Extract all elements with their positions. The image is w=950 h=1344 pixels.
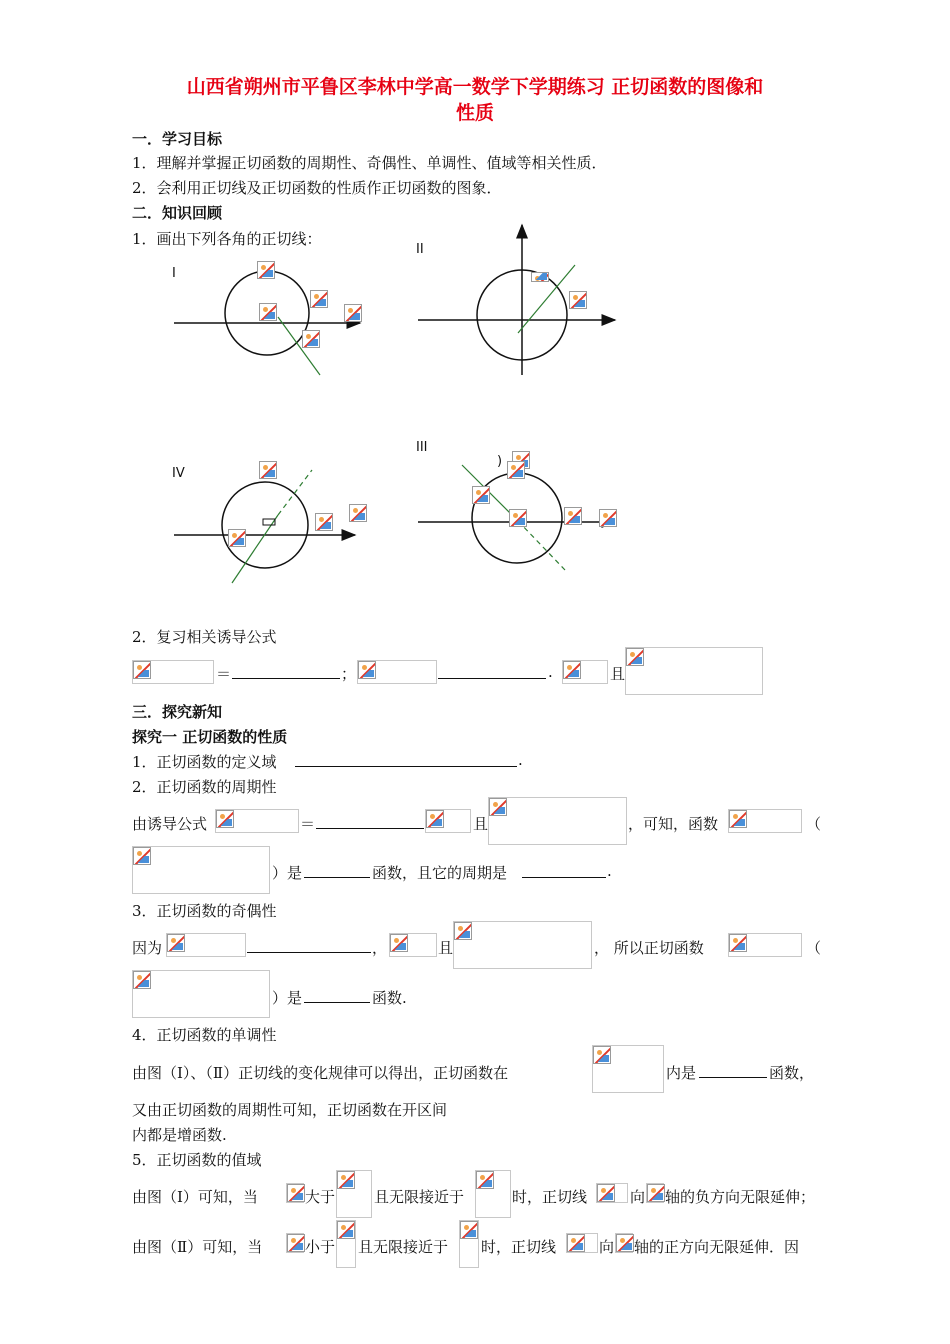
formula-image (728, 809, 802, 833)
broken-image-icon (507, 461, 525, 479)
text: 轴的负方向无限延伸； (665, 1188, 816, 1206)
broken-image-icon (460, 1221, 478, 1239)
text: 由图（Ⅰ）可知，当 (132, 1188, 258, 1206)
text: . (607, 862, 612, 880)
text: ， 所以正切函数 (594, 939, 704, 957)
answer-blank[interactable] (304, 863, 370, 878)
answer-blank[interactable] (232, 664, 340, 679)
broken-image-icon (216, 810, 234, 828)
broken-image-icon (337, 1171, 355, 1189)
section-heading-review: 二．知识回顾 (132, 204, 223, 222)
broken-image-icon (133, 847, 151, 865)
answer-blank[interactable] (699, 1063, 767, 1078)
text: ， (372, 939, 388, 957)
formula-image (728, 933, 802, 957)
page-title-line2: 性质 (455, 102, 494, 124)
text: 又由正切函数的周期性可知，正切函数在开区间 (132, 1101, 448, 1119)
formula-image (646, 1183, 664, 1203)
text: 内是 (666, 1064, 697, 1082)
text: （ (806, 815, 822, 833)
formula-image (596, 1183, 628, 1203)
broken-image-icon (337, 1221, 355, 1239)
text: ）是 (272, 864, 303, 882)
broken-image-icon (133, 971, 151, 989)
formula-image (592, 1045, 664, 1093)
broken-image-icon (259, 303, 277, 321)
text: 向 (599, 1238, 615, 1256)
text: 由图（Ⅰ）、（Ⅱ）正切线的变化规律可以得出，正切函数在 (132, 1064, 509, 1082)
formula-image (336, 1220, 356, 1268)
broken-image-icon (454, 922, 472, 940)
broken-image-icon (531, 272, 549, 282)
text: 向 (630, 1188, 646, 1206)
property-range-label: 5．正切函数的值域 (132, 1151, 262, 1169)
answer-blank[interactable] (247, 938, 371, 953)
formula-image (286, 1183, 304, 1203)
text: 小于 (305, 1238, 336, 1256)
broken-image-icon (390, 934, 408, 952)
formula-image (132, 970, 270, 1018)
formula-image (166, 933, 246, 957)
text: 大于 (305, 1188, 336, 1206)
text: 因为 (132, 939, 163, 957)
property-domain-label: 1．正切函数的定义域 (132, 753, 277, 771)
goal-item-1: 1．理解并掌握正切函数的周期性、奇偶性、单调性、值域等相关性质． (132, 154, 607, 172)
period-mark: . (518, 751, 523, 769)
formula-image (132, 846, 270, 894)
property-period-label: 2．正切函数的周期性 (132, 778, 277, 796)
formula-image (132, 660, 214, 684)
broken-image-icon (133, 661, 151, 679)
broken-image-icon (315, 513, 333, 531)
diagram-label-IV: IV (172, 466, 185, 481)
section-heading-goals: 一．学习目标 (132, 130, 223, 148)
broken-image-icon (599, 509, 617, 527)
broken-image-icon (349, 504, 367, 522)
broken-image-icon (567, 1234, 585, 1252)
formula-image (357, 660, 437, 684)
property-monotonic-label: 4．正切函数的单调性 (132, 1026, 277, 1044)
section-heading-explore: 三．探究新知 (132, 703, 223, 721)
text: 时，正切线 (481, 1238, 557, 1256)
broken-image-icon (476, 1171, 494, 1189)
text: ，可知，函数 (628, 815, 719, 833)
broken-image-icon (509, 509, 527, 527)
text: ）是 (272, 989, 303, 1007)
broken-image-icon (257, 261, 275, 279)
formula-semicolon: ； (341, 665, 357, 683)
formula-image (425, 809, 471, 833)
broken-image-icon (647, 1184, 665, 1202)
review-item-1: 1．画出下列各角的正切线： (132, 230, 322, 248)
page-title-line1: 山西省朔州市平鲁区李林中学高一数学下学期练习 正切函数的图像和 (186, 76, 764, 98)
broken-image-icon (287, 1184, 305, 1202)
formula-image (615, 1233, 633, 1253)
formula-and: 且 (610, 665, 626, 683)
review-item-2: 2．复习相关诱导公式 (132, 628, 277, 646)
formula-dot: . (548, 663, 553, 681)
text: 且无限接近于 (374, 1188, 465, 1206)
broken-image-icon (616, 1234, 634, 1252)
broken-image-icon (489, 798, 507, 816)
answer-blank[interactable] (316, 814, 424, 829)
text: 内都是增函数. (132, 1126, 227, 1144)
text: 由图（Ⅱ）可知，当 (132, 1238, 263, 1256)
diagram-paren: ) (497, 454, 503, 469)
answer-blank[interactable] (438, 664, 546, 679)
broken-image-icon (167, 934, 185, 952)
answer-blank[interactable] (522, 863, 606, 878)
formula-image (389, 933, 437, 957)
broken-image-icon (310, 290, 328, 308)
broken-image-icon (302, 330, 320, 348)
broken-image-icon (426, 810, 444, 828)
broken-image-icon (626, 648, 644, 666)
formula-image (286, 1233, 304, 1253)
text: 函数， (769, 1064, 815, 1082)
broken-image-icon (597, 1184, 615, 1202)
answer-blank[interactable] (295, 752, 517, 767)
goal-item-2: 2．会利用正切线及正切函数的性质作正切函数的图象． (132, 179, 502, 197)
broken-image-icon (563, 661, 581, 679)
broken-image-icon (729, 810, 747, 828)
broken-image-icon (593, 1046, 611, 1064)
diagram-label-I: I (172, 266, 176, 281)
broken-image-icon (472, 486, 490, 504)
formula-image (562, 660, 608, 684)
formula-image (215, 809, 299, 833)
diagram-label-II: II (416, 242, 424, 257)
broken-image-icon (358, 661, 376, 679)
text: 且 (473, 815, 489, 833)
text: 且无限接近于 (358, 1238, 449, 1256)
broken-image-icon (344, 304, 362, 322)
formula-image (336, 1170, 372, 1218)
formula-image (475, 1170, 511, 1218)
formula-equals: ＝ (216, 665, 232, 683)
text: 轴的正方向无限延伸．因 (634, 1238, 800, 1256)
broken-image-icon (287, 1234, 305, 1252)
broken-image-icon (228, 529, 246, 547)
property-parity-label: 3．正切函数的奇偶性 (132, 902, 277, 920)
formula-image (566, 1233, 598, 1253)
broken-image-icon (729, 934, 747, 952)
text: 时，正切线 (512, 1188, 588, 1206)
text: （ (806, 939, 822, 957)
text: 函数. (372, 989, 407, 1007)
broken-image-icon (259, 461, 277, 479)
broken-image-icon (569, 291, 587, 309)
sub-heading-explore-1: 探究一 正切函数的性质 (132, 728, 288, 746)
text: 由诱导公式 (132, 815, 208, 833)
formula-image (488, 797, 627, 845)
formula-image (625, 647, 763, 695)
text: 函数，且它的周期是 (372, 864, 508, 882)
diagram-I (174, 271, 360, 375)
formula-image (453, 921, 592, 969)
text: 且 (438, 939, 454, 957)
formula-image (459, 1220, 479, 1268)
answer-blank[interactable] (304, 988, 370, 1003)
diagram-label-III: III (416, 440, 428, 455)
broken-image-icon (564, 507, 582, 525)
text: ＝ (300, 815, 316, 833)
